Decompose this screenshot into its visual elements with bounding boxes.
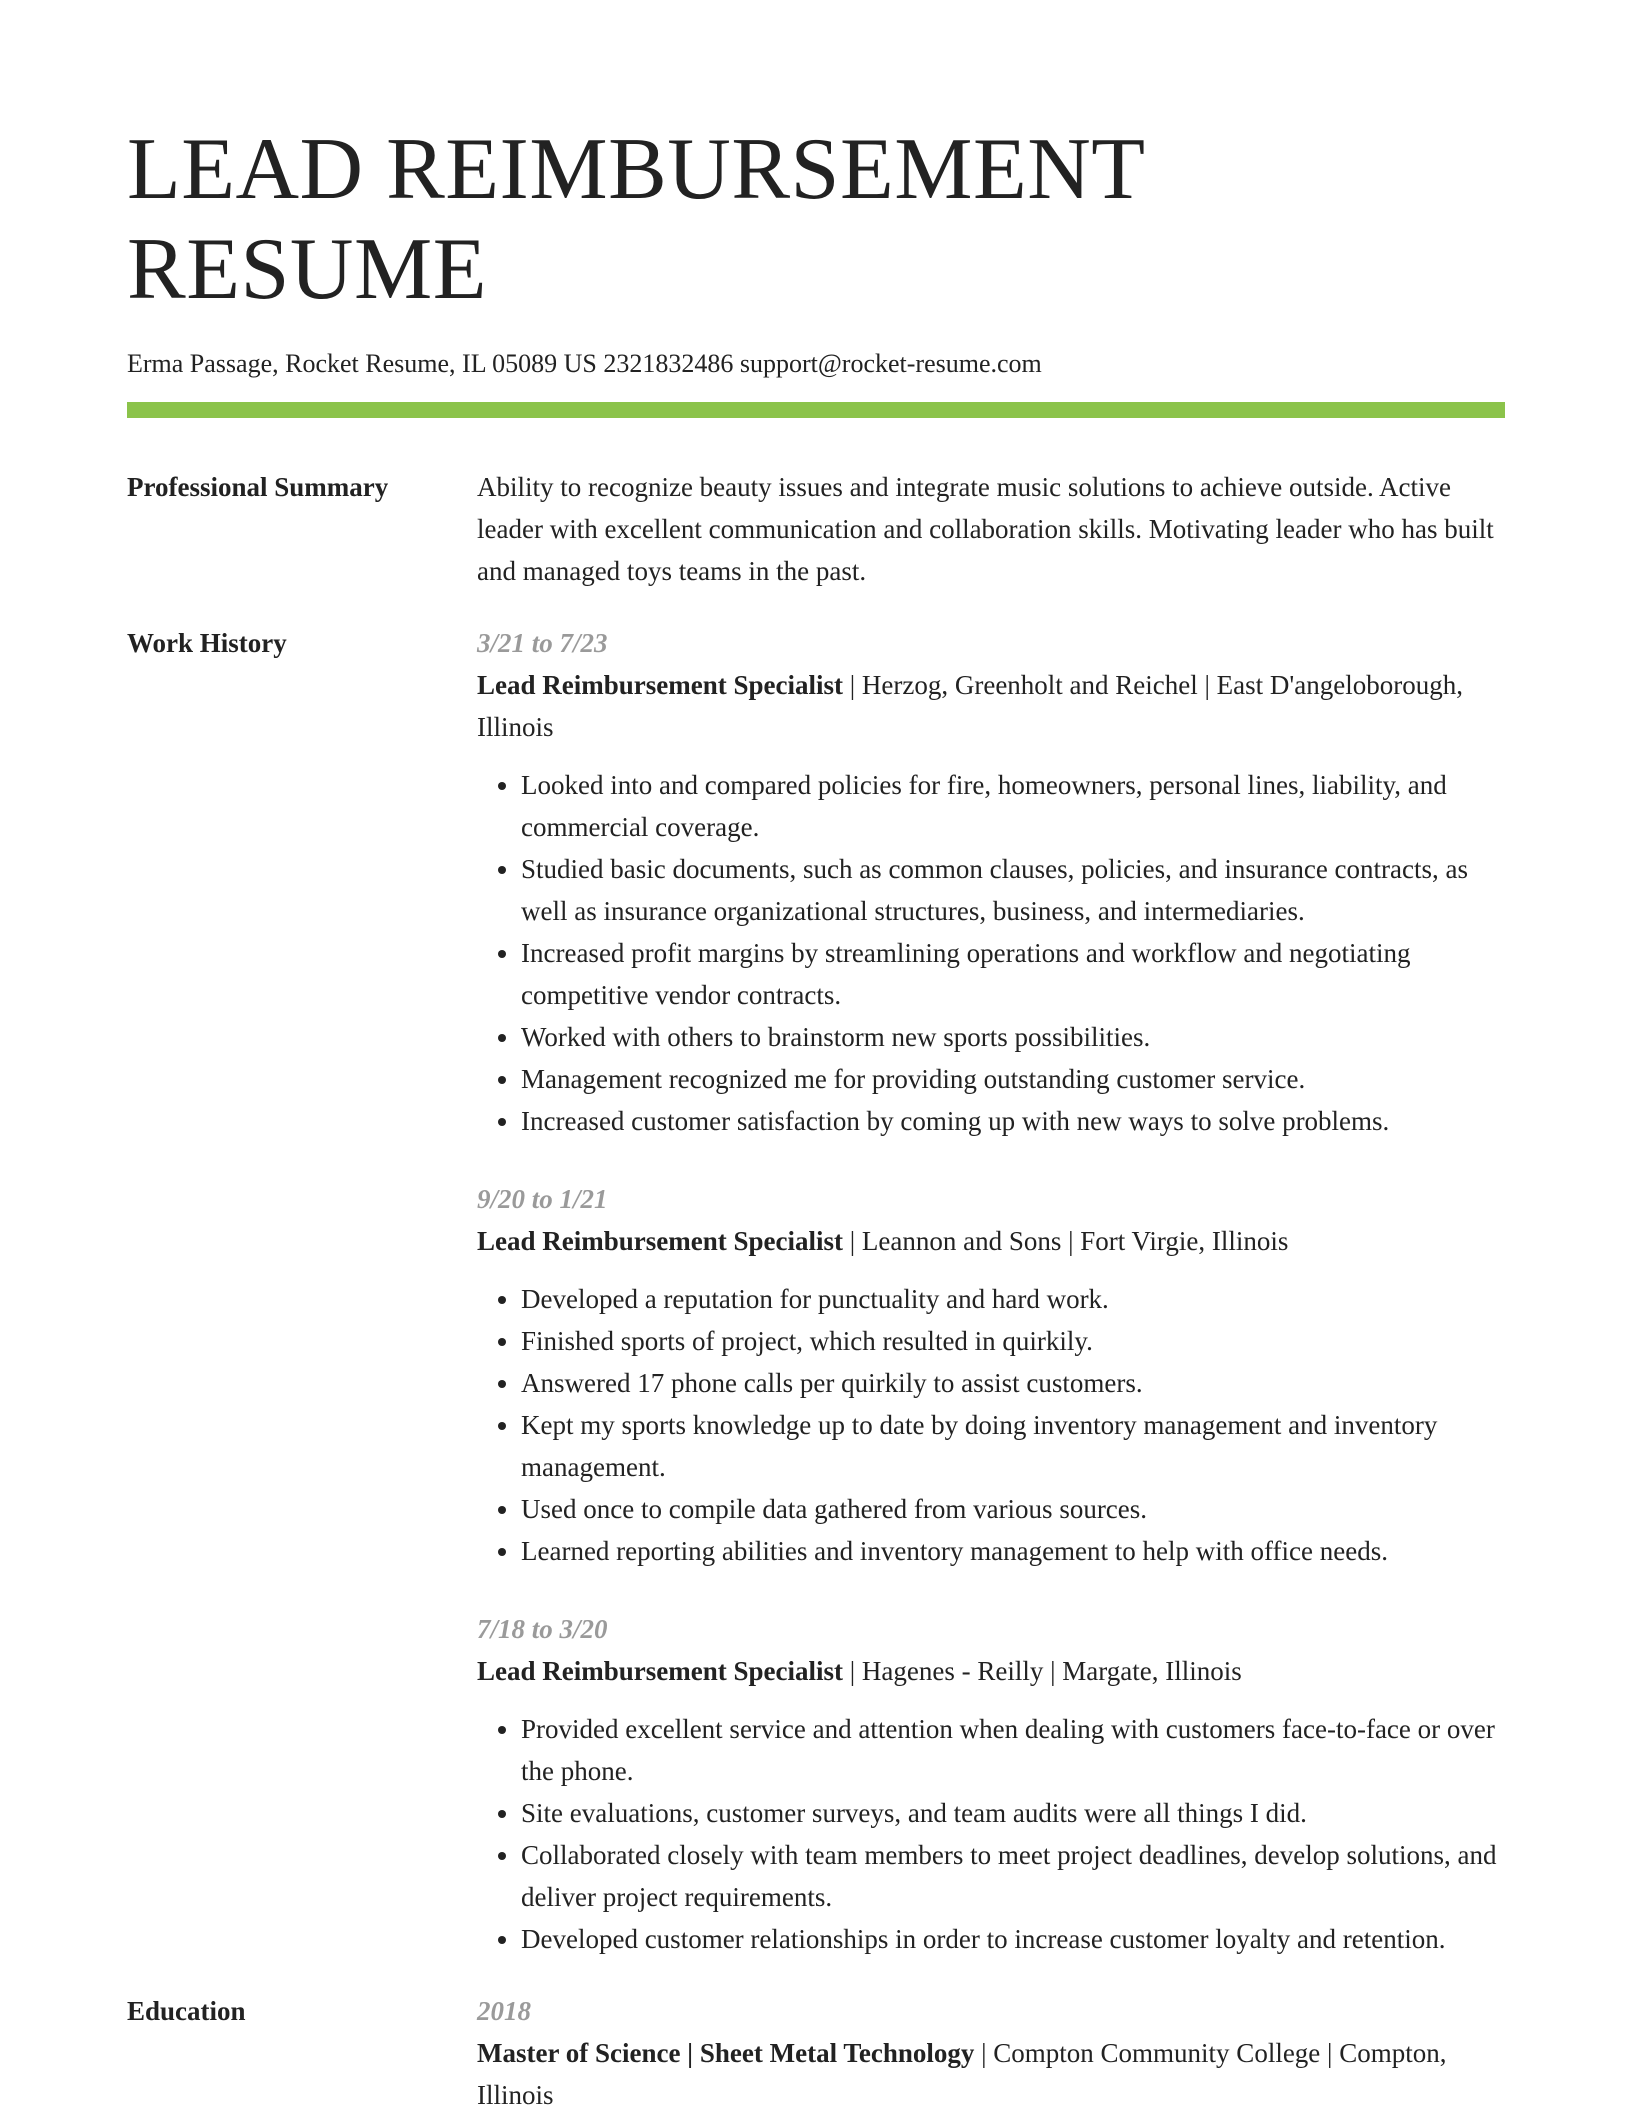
job-bullets	[477, 1278, 1505, 1572]
bullet-item: • Looked into and compared policies for fire, homeowners, personal lines, liability, and commercial coverage.	[521, 764, 1505, 848]
job-bullets	[477, 764, 1505, 1142]
bullet-item: • Learned reporting abilities and inventory management to help with office needs.	[521, 1530, 1505, 1572]
resume-title: LEAD REIMBURSEMENT RESUME	[127, 121, 1144, 318]
job-title: Lead Reimbursement Specialist	[477, 1226, 843, 1256]
bullet-item: • Provided excellent service and attention when dealing with customers face-to-face or over the phone.	[521, 1708, 1505, 1792]
degree-title: Master of Science | Sheet Metal Technology	[477, 2038, 975, 2068]
education-year: 2018	[477, 1996, 531, 2026]
job-heading	[477, 664, 1505, 748]
work-history-section	[127, 622, 1505, 1960]
bullet-item: • Increased customer satisfaction by coming up with new ways to solve problems.	[521, 1100, 1505, 1142]
job-employer-location: | Leannon and Sons | Fort Virgie, Illinois	[842, 1226, 1289, 1256]
bullet-item: • Site evaluations, customer surveys, and team audits were all things I did.	[521, 1792, 1505, 1834]
job-bullets	[477, 1708, 1505, 1960]
job-entry	[477, 1178, 1505, 1572]
bullet-item: • Developed customer relationships in order to increase customer loyalty and retention.	[521, 1918, 1505, 1960]
job-entry	[477, 622, 1505, 1142]
bullet-item: • Increased profit margins by streamlining operations and workflow and negotiating competitive vendor contracts.	[521, 932, 1505, 1016]
accent-divider	[127, 402, 1505, 418]
job-dates: 9/20 to 1/21	[477, 1184, 608, 1214]
bullet-item: • Developed a reputation for punctuality and hard work.	[521, 1278, 1505, 1320]
bullet-item: • Collaborated closely with team members to meet project deadlines, develop solutions, and deliver project requirements.	[521, 1834, 1505, 1918]
school-location: | Compton Community College | Compton, Illinois	[477, 2038, 1447, 2110]
job-heading	[477, 1650, 1505, 1692]
bullet-item: • Management recognized me for providing outstanding customer service.	[521, 1058, 1505, 1100]
bullet-item: • Answered 17 phone calls per quirkily to assist customers.	[521, 1362, 1505, 1404]
bullet-item: • Kept my sports knowledge up to date by doing inventory management and inventory management.	[521, 1404, 1505, 1488]
job-title: Lead Reimbursement Specialist	[477, 670, 843, 700]
bullet-item: • Worked with others to brainstorm new sports possibilities.	[521, 1016, 1505, 1058]
summary-text: Ability to recognize beauty issues and integrate music solutions to achieve outside. Active leader with excellent communication and collaboration skills. Motivating leader who has built and managed toys teams in the past.	[477, 472, 1494, 586]
education-section	[127, 1990, 1505, 2116]
section-label-summary: Professional Summary	[127, 472, 389, 502]
section-label-work-history: Work History	[127, 628, 287, 658]
job-dates: 3/21 to 7/23	[477, 628, 608, 658]
bullet-item: • Studied basic documents, such as common clauses, policies, and insurance contracts, as well as insurance organizational structures, business, and intermediaries.	[521, 848, 1505, 932]
job-employer-location: | Herzog, Greenholt and Reichel | East D'angeloborough, Illinois	[477, 670, 1463, 742]
contact-line: Erma Passage, Rocket Resume, IL 05089 US 2321832486 support@rocket-resume.com	[127, 349, 1042, 378]
bullet-item: • Used once to compile data gathered from various sources.	[521, 1488, 1505, 1530]
bullet-item: • Finished sports of project, which resulted in quirkily.	[521, 1320, 1505, 1362]
job-title: Lead Reimbursement Specialist	[477, 1656, 843, 1686]
job-heading	[477, 1220, 1505, 1262]
job-employer-location: | Hagenes - Reilly | Margate, Illinois	[842, 1656, 1242, 1686]
job-dates: 7/18 to 3/20	[477, 1614, 608, 1644]
summary-section	[127, 466, 1505, 592]
education-heading	[477, 2032, 1505, 2116]
job-entry	[477, 1608, 1505, 1960]
section-label-education: Education	[127, 1996, 246, 2026]
